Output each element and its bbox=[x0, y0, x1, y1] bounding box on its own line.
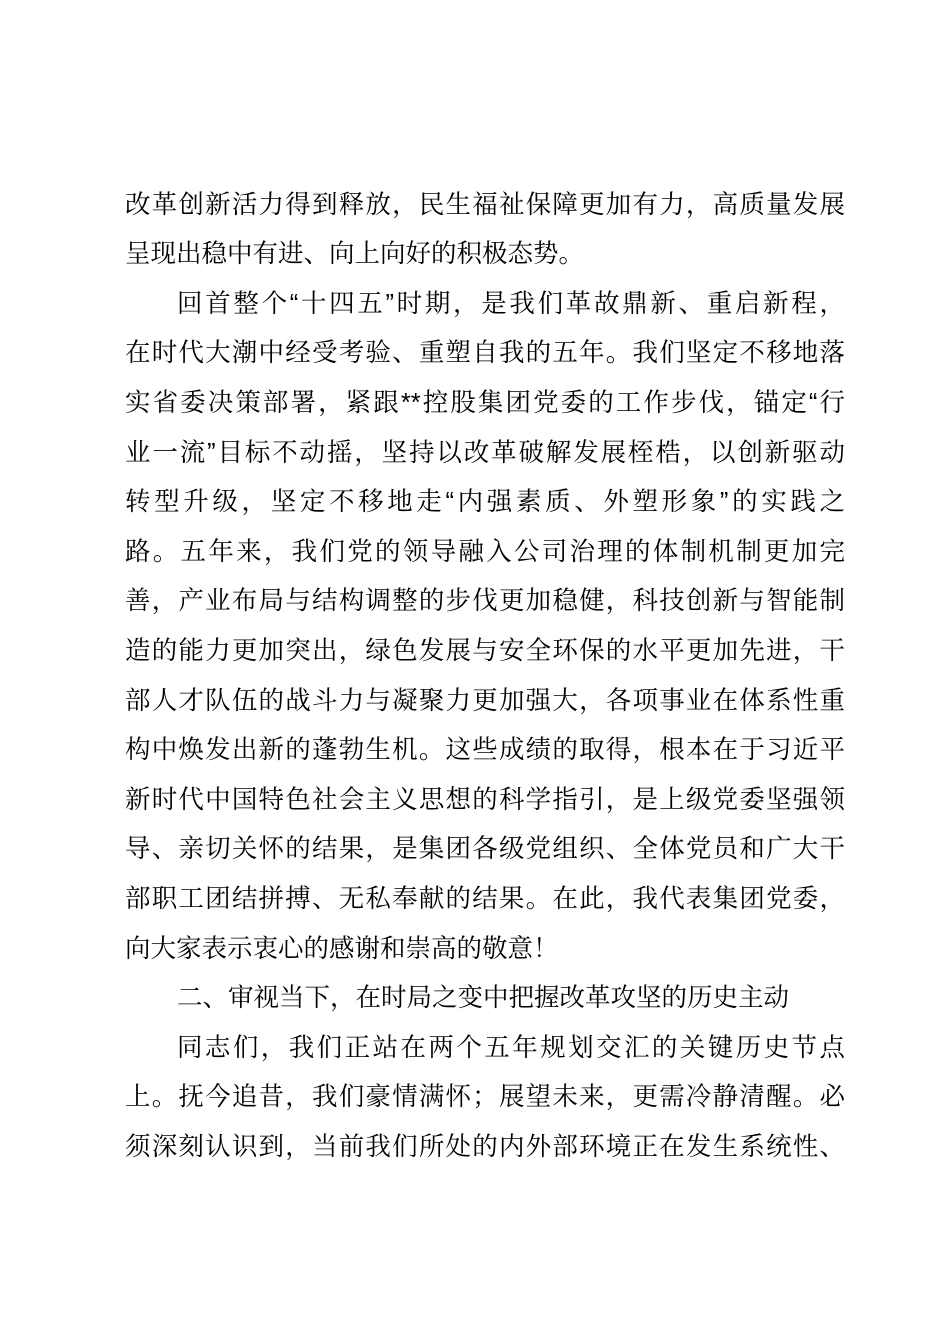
body-text-line: 须深刻认识到，当前我们所处的内外部环境正在发生系统性、 bbox=[125, 1132, 845, 1161]
body-text-line: 部职工团结拼搏、无私奉献的结果。在此，我代表集团党委， bbox=[125, 884, 845, 913]
body-text-line: 路。五年来，我们党的领导融入公司治理的体制机制更加完 bbox=[125, 537, 845, 566]
section-heading: 二、审视当下，在时局之变中把握改革攻坚的历史主动 bbox=[177, 984, 790, 1013]
body-text-line: 同志们，我们正站在两个五年规划交汇的关键历史节点 bbox=[177, 1033, 845, 1062]
body-text-line: 新时代中国特色社会主义思想的科学指引，是上级党委坚强领 bbox=[125, 785, 845, 814]
body-text-line: 导、亲切关怀的结果，是集团各级党组织、全体党员和广大干 bbox=[125, 835, 845, 864]
body-text-line: 呈现出稳中有进、向上向好的积极态势。 bbox=[125, 240, 585, 269]
body-text-line: 实省委决策部署，紧跟**控股集团党委的工作步伐，锚定“行 bbox=[125, 388, 845, 417]
body-text-line: 转型升级，坚定不移地走“内强素质、外塑形象”的实践之 bbox=[125, 488, 845, 517]
body-text-line: 回首整个“十四五”时期，是我们革故鼎新、重启新程， bbox=[177, 289, 845, 318]
body-text-line: 部人才队伍的战斗力与凝聚力更加强大，各项事业在体系性重 bbox=[125, 686, 845, 715]
body-text-line: 造的能力更加突出，绿色发展与安全环保的水平更加先进，干 bbox=[125, 636, 845, 665]
body-text-line: 向大家表示衷心的感谢和崇高的敬意！ bbox=[125, 934, 559, 963]
body-text-line: 上。抚今追昔，我们豪情满怀；展望未来，更需冷静清醒。必 bbox=[125, 1083, 845, 1112]
body-text-line: 在时代大潮中经受考验、重塑自我的五年。我们坚定不移地落 bbox=[125, 339, 845, 368]
body-text-line: 构中焕发出新的蓬勃生机。这些成绩的取得，根本在于习近平 bbox=[125, 736, 845, 765]
body-text-line: 改革创新活力得到释放，民生福祉保障更加有力，高质量发展 bbox=[125, 190, 845, 219]
document-body bbox=[125, 181, 845, 1173]
body-text-line: 业一流”目标不动摇，坚持以改革破解发展桎梏，以创新驱动 bbox=[125, 438, 845, 467]
body-text-line: 善，产业布局与结构调整的步伐更加稳健，科技创新与智能制 bbox=[125, 587, 845, 616]
